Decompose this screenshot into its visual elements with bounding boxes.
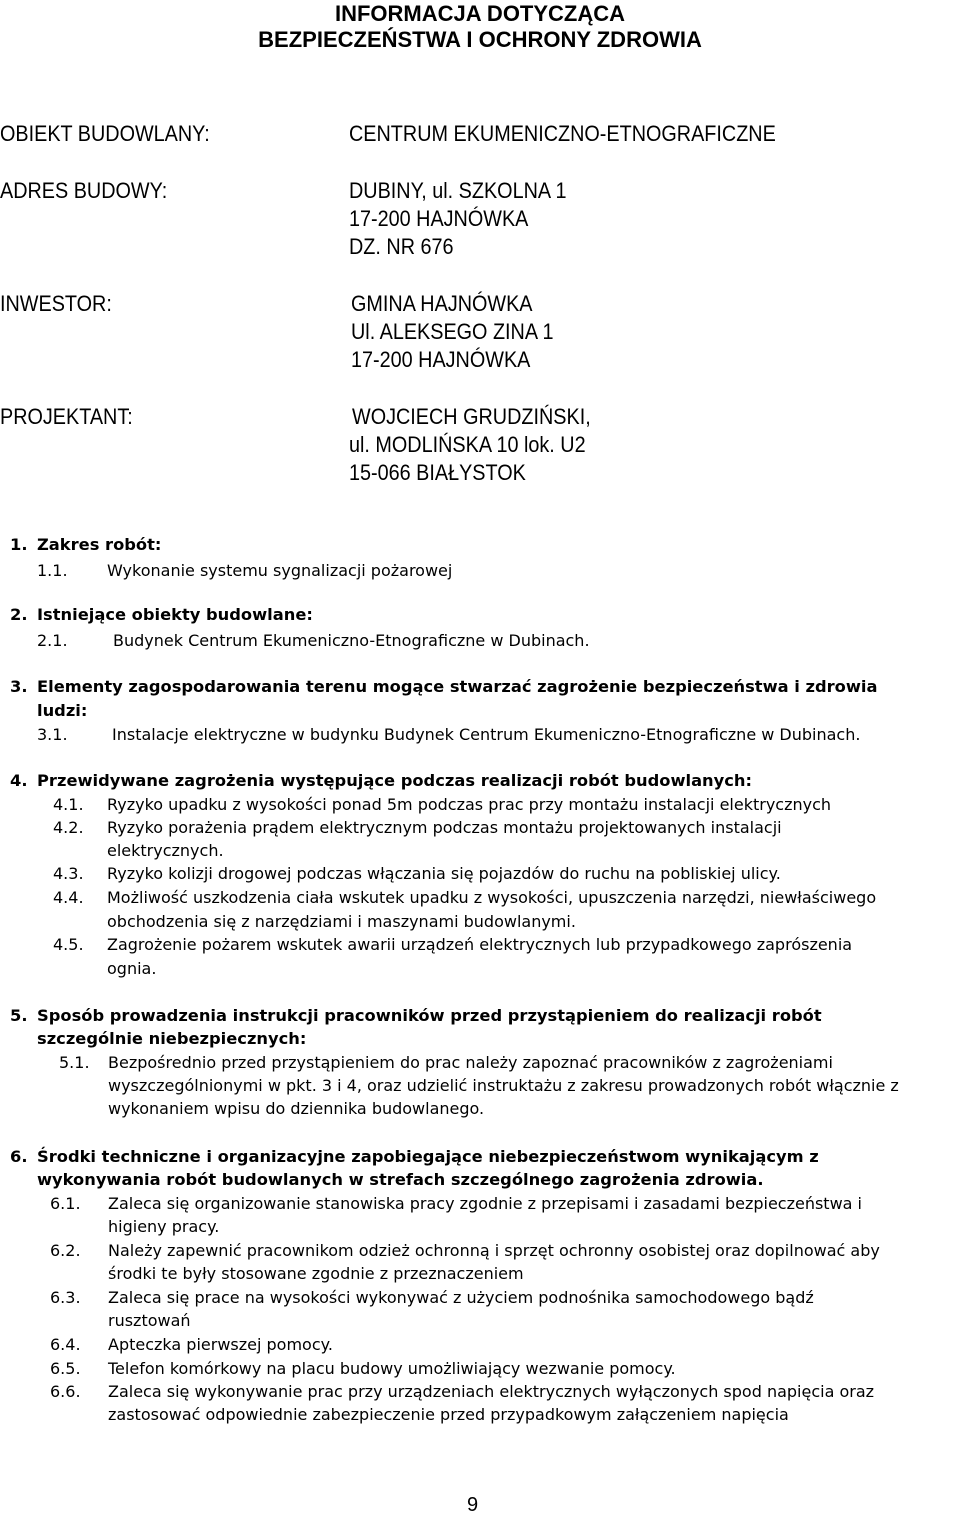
- projektant-line-3: 15-066 BIAŁYSTOK: [349, 460, 526, 485]
- adres-line-2: 17-200 HAJNÓWKA: [349, 206, 529, 231]
- item-6-6-number: 6.6.: [50, 1382, 81, 1401]
- item-6-4-text: Apteczka pierwszej pomocy.: [108, 1335, 333, 1354]
- item-4-1-number: 4.1.: [53, 795, 84, 814]
- item-4-3-number: 4.3.: [53, 864, 84, 883]
- item-5-1-text-line-3: wykonaniem wpisu do dziennika budowlanego.: [108, 1099, 485, 1118]
- section-1-title: Zakres robót:: [37, 535, 162, 554]
- section-4-number: 4.: [10, 771, 28, 790]
- item-4-2-text-line-2: elektrycznych.: [107, 841, 224, 860]
- document-title-line-1: INFORMACJA DOTYCZĄCA: [334, 1, 626, 26]
- item-2-1-number: 2.1.: [37, 631, 68, 650]
- item-4-5-number: 4.5.: [53, 935, 84, 954]
- item-4-2-text-line-1: Ryzyko porażenia prądem elektrycznym podczas montażu projektowanych instalacji: [107, 818, 782, 837]
- item-4-3-text: Ryzyko kolizji drogowej podczas włączania się pojazdów do ruchu na pobliskiej ulicy.: [107, 864, 781, 883]
- adres-label: ADRES BUDOWY:: [0, 178, 168, 203]
- item-6-2-text-line-2: środki te były stosowane zgodnie z przeznaczeniem: [108, 1264, 524, 1283]
- section-5-title: Sposób prowadzenia instrukcji pracowników przed przystąpieniem do realizacji robót: [37, 1006, 822, 1025]
- adres-line-3: DZ. NR 676: [349, 234, 454, 259]
- section-1-number: 1.: [10, 535, 28, 554]
- inwestor-line-3: 17-200 HAJNÓWKA: [351, 347, 531, 372]
- item-6-3-text-line-1: Zaleca się prace na wysokości wykonywać z użyciem podnośnika samochodowego bądź: [108, 1288, 814, 1307]
- item-1-1-number: 1.1.: [37, 561, 68, 580]
- item-4-4-number: 4.4.: [53, 888, 84, 907]
- projektant-line-2: ul. MODLIŃSKA 10 lok. U2: [349, 432, 586, 457]
- item-5-1-text-line-1: Bezpośrednio przed przystąpieniem do prac należy zapoznać pracowników z zagrożeniami: [108, 1053, 833, 1072]
- item-4-1-text: Ryzyko upadku z wysokości ponad 5m podczas prac przy montażu instalacji elektrycznych: [107, 795, 832, 814]
- item-6-5-number: 6.5.: [50, 1359, 81, 1378]
- item-4-4-text-line-1: Możliwość uszkodzenia ciała wskutek upadku z wysokości, upuszczenia narzędzi, niewłaściwego: [107, 888, 877, 907]
- item-6-6-text-line-2: zastosować odpowiednie zabezpieczenie przed przypadkowym załączeniem napięcia: [108, 1405, 789, 1424]
- section-3-title-line-2: ludzi:: [37, 701, 88, 720]
- projektant-line-1: WOJCIECH GRUDZIŃSKI,: [352, 404, 591, 429]
- item-6-3-number: 6.3.: [50, 1288, 81, 1307]
- item-6-2-number: 6.2.: [50, 1241, 81, 1260]
- adres-line-1: DUBINY, ul. SZKOLNA 1: [349, 178, 567, 203]
- section-5-title-line-2: szczególnie niebezpiecznych:: [37, 1029, 307, 1048]
- inwestor-label: INWESTOR:: [0, 291, 112, 316]
- item-5-1-number: 5.1.: [59, 1053, 90, 1072]
- item-6-1-text-line-1: Zaleca się organizowanie stanowiska pracy zgodnie z przepisami i zasadami bezpieczeństwa i: [108, 1194, 862, 1213]
- item-2-1-text: Budynek Centrum Ekumeniczno-Etnograficzne w Dubinach.: [113, 631, 590, 650]
- item-6-6-text-line-1: Zaleca się wykonywanie prac przy urządzeniach elektrycznych wyłączonych spod napięcia oraz: [108, 1382, 875, 1401]
- item-4-5-text-line-2: ognia.: [107, 959, 157, 978]
- item-6-5-text: Telefon komórkowy na placu budowy umożliwiający wezwanie pomocy.: [108, 1359, 676, 1378]
- section-4-title: Przewidywane zagrożenia występujące podczas realizacji robót budowlanych:: [37, 771, 753, 790]
- projektant-label: PROJEKTANT:: [0, 404, 133, 429]
- section-3-title: Elementy zagospodarowania terenu mogące stwarzać zagrożenie bezpieczeństwa i zdrowia: [37, 677, 878, 696]
- section-6-title: Środki techniczne i organizacyjne zapobiegające niebezpieczeństwom wynikającym z: [37, 1147, 819, 1166]
- item-6-3-text-line-2: rusztowań: [108, 1311, 191, 1330]
- section-6-number: 6.: [10, 1147, 28, 1166]
- section-5-number: 5.: [10, 1006, 28, 1025]
- section-2-number: 2.: [10, 605, 28, 624]
- section-6-title-line-2: wykonywania robót budowlanych w strefach szczególnego zagrożenia zdrowia.: [37, 1170, 764, 1189]
- document-title-line-2: BEZPIECZEŃSTWA I OCHRONY ZDROWIA: [258, 27, 702, 52]
- section-2-title: Istniejące obiekty budowlane:: [37, 605, 313, 624]
- item-3-1-text: Instalacje elektryczne w budynku Budynek Centrum Ekumeniczno-Etnograficzne w Dubinach.: [112, 725, 861, 744]
- item-6-4-number: 6.4.: [50, 1335, 81, 1354]
- inwestor-line-2: Ul. ALEKSEGO ZINA 1: [351, 319, 554, 344]
- item-5-1-text-line-2: wyszczególnionymi w pkt. 3 i 4, oraz udzielić instruktażu z zakresu prowadzonych robót włącznie z: [108, 1076, 899, 1095]
- item-4-5-text-line-1: Zagrożenie pożarem wskutek awarii urządzeń elektrycznych lub przypadkowego zaprószenia: [107, 935, 853, 954]
- obiekt-value: CENTRUM EKUMENICZNO-ETNOGRAFICZNE: [349, 121, 776, 146]
- item-3-1-number: 3.1.: [37, 725, 68, 744]
- item-4-4-text-line-2: obchodzenia się z narzędziami i maszynami budowlanymi.: [107, 912, 576, 931]
- page-number: 9: [467, 1494, 479, 1516]
- inwestor-line-1: GMINA HAJNÓWKA: [351, 291, 533, 316]
- item-6-2-text-line-1: Należy zapewnić pracownikom odzież ochronną i sprzęt ochronny osobistej oraz dopilnować aby: [108, 1241, 880, 1260]
- item-6-1-text-line-2: higieny pracy.: [108, 1217, 220, 1236]
- obiekt-label: OBIEKT BUDOWLANY:: [0, 121, 210, 146]
- item-4-2-number: 4.2.: [53, 818, 84, 837]
- section-3-number: 3.: [10, 677, 28, 696]
- item-6-1-number: 6.1.: [50, 1194, 81, 1213]
- item-1-1-text: Wykonanie systemu sygnalizacji pożarowej: [107, 561, 453, 580]
